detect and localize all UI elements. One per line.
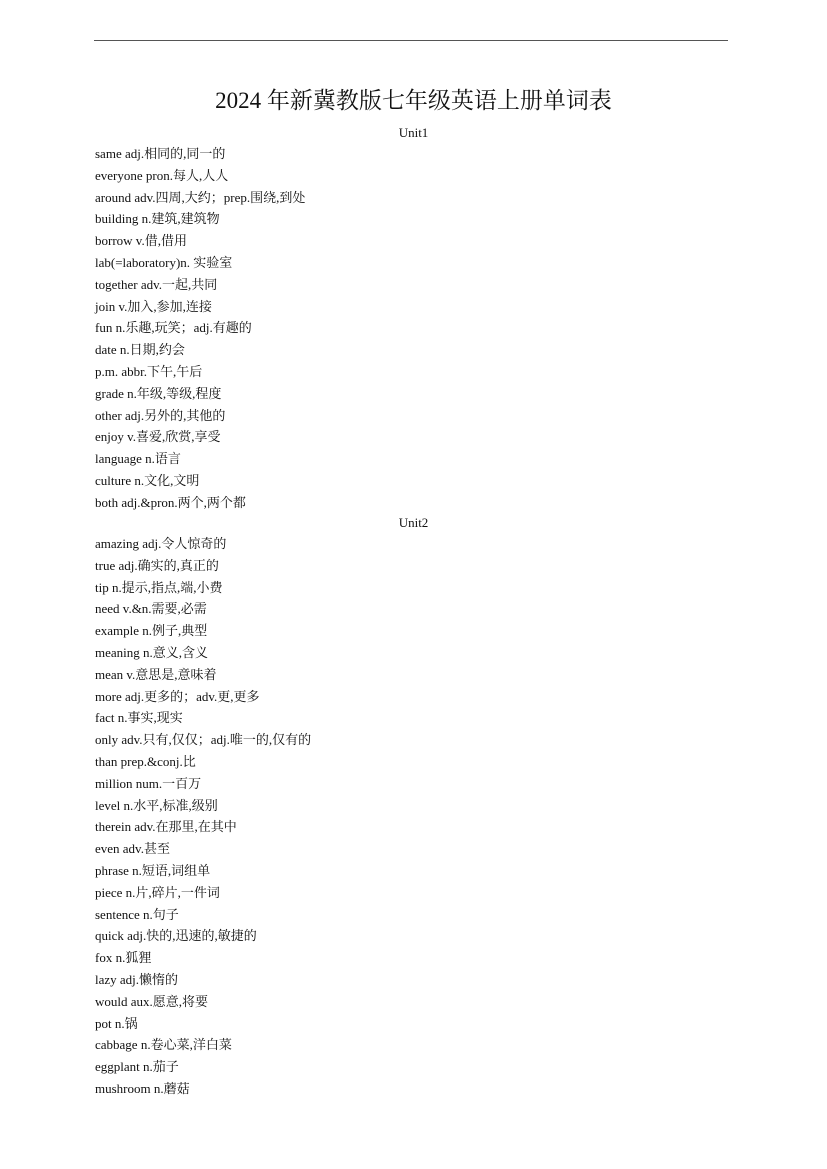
vocab-entry: phrase n.短语,词组单 (95, 862, 211, 878)
vocab-entry: more adj.更多的；adv.更,更多 (95, 688, 260, 704)
vocab-entry: date n.日期,约会 (95, 342, 185, 358)
vocab-entry: borrow v.借,借用 (95, 233, 187, 249)
vocab-entry: other adj.另外的,其他的 (95, 407, 226, 423)
vocab-entry: quick adj.快的,迅速的,敏捷的 (95, 928, 257, 944)
vocab-entry: culture n.文化,文明 (95, 472, 200, 488)
vocab-entry: join v.加入,参加,连接 (95, 298, 212, 314)
document-title: 2024 年新冀教版七年级英语上册单词表 (215, 88, 612, 113)
vocab-entry: amazing adj.令人惊奇的 (95, 536, 227, 551)
unit2-word-list (95, 533, 311, 1100)
vocab-entry: meaning n.意义,含义 (95, 644, 209, 660)
vocab-entry: around adv.四周,大约；prep.围绕,到处 (95, 189, 306, 205)
vocab-entry: same adj.相同的,同一的 (95, 146, 226, 161)
unit2-heading: Unit2 (398, 515, 429, 530)
vocab-entry: level n.水平,标准,级别 (95, 797, 218, 813)
vocab-entry: pot n.锅 (95, 1015, 138, 1031)
vocab-entry: fact n.事实,现实 (95, 710, 183, 726)
vocab-entry: lab(=laboratory)n. 实验室 (95, 254, 233, 270)
vocab-entry: would aux.愿意,将要 (95, 993, 209, 1009)
vocab-entry: true adj.确实的,真正的 (95, 557, 219, 573)
vocab-entry: fox n.狐狸 (95, 950, 152, 966)
vocab-entry: need v.&n.需要,必需 (95, 601, 207, 617)
vocab-entry: than prep.&conj.比 (95, 753, 196, 769)
vocab-entry: even adv.甚至 (95, 841, 170, 857)
unit1-word-list (95, 143, 305, 514)
vocab-entry: mean v.意思是,意味着 (95, 666, 217, 682)
vocab-entry: piece n.片,碎片,一件词 (95, 884, 220, 900)
vocab-entry: p.m. abbr.下午,午后 (95, 363, 203, 379)
vocab-entry: fun n.乐趣,玩笑；adj.有趣的 (95, 320, 252, 336)
vocab-entry: eggplant n.茄子 (95, 1059, 179, 1075)
vocab-entry: million num.一百万 (95, 775, 202, 791)
unit1-heading: Unit1 (398, 125, 429, 140)
vocab-entry: everyone pron.每人,人人 (95, 167, 229, 183)
vocab-entry: together adv.一起,共同 (95, 276, 218, 292)
header-rule (94, 40, 728, 41)
vocab-entry: sentence n.句子 (95, 906, 179, 922)
vocab-entry: both adj.&pron.两个,两个都 (95, 494, 246, 510)
vocab-entry: building n.建筑,建筑物 (95, 211, 220, 227)
vocab-entry: grade n.年级,等级,程度 (95, 385, 222, 401)
vocab-entry: therein adv.在那里,在其中 (95, 819, 237, 835)
vocab-entry: example n.例子,典型 (95, 623, 208, 639)
vocab-entry: enjoy v.喜爱,欣赏,享受 (95, 429, 221, 445)
vocab-entry: language n.语言 (95, 451, 181, 467)
vocab-entry: cabbage n.卷心菜,洋白菜 (95, 1037, 232, 1053)
vocab-entry: mushroom n.蘑菇 (95, 1080, 190, 1096)
vocab-entry: tip n.提示,指点,端,小费 (95, 579, 223, 595)
vocab-entry: lazy adj.懒惰的 (95, 971, 179, 987)
vocab-entry: only adv.只有,仅仅；adj.唯一的,仅有的 (95, 732, 312, 748)
